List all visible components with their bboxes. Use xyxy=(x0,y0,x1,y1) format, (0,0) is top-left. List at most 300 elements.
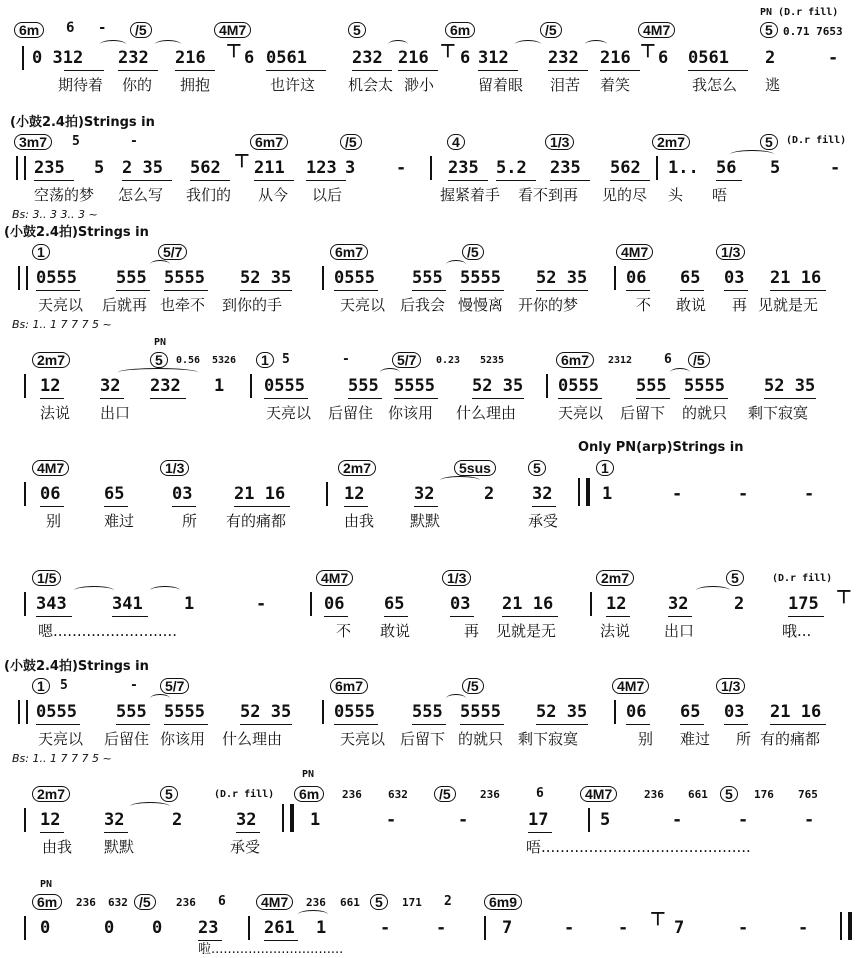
note-group: 341 xyxy=(112,594,143,614)
note-group: 52 35 xyxy=(472,376,524,396)
barline xyxy=(24,808,26,832)
lyric: 承受 xyxy=(230,838,261,856)
note-group: 3 xyxy=(345,158,356,178)
note-group: 32 xyxy=(236,810,257,830)
top-mark: - xyxy=(98,20,107,36)
lyric: 握紧着手 xyxy=(440,186,501,204)
final-barline xyxy=(840,912,852,940)
fill-notes: 2312 xyxy=(608,355,633,366)
note-group: 235 xyxy=(448,158,479,178)
chord-label: /5 xyxy=(462,678,484,694)
note-group: 06 xyxy=(626,702,647,722)
note-group: 5555 xyxy=(394,376,435,396)
fill-notes: 661 xyxy=(340,896,360,909)
lyric: 天亮以 xyxy=(266,404,312,422)
note-group: 03 xyxy=(724,702,745,722)
chord-label: 4M7 xyxy=(214,22,251,38)
chord-label: 2m7 xyxy=(338,460,376,476)
note-group: 175 xyxy=(788,594,819,614)
chord-label: /5 xyxy=(462,244,484,260)
lyric: 泪苦 xyxy=(550,76,581,94)
lyric: 唔............................................ xyxy=(526,838,751,856)
note-group: 216 xyxy=(600,48,631,68)
note-group: 0 xyxy=(152,918,163,938)
chord-label: 5 xyxy=(720,786,738,802)
chord-label: 5/7 xyxy=(160,678,189,694)
note-group: 216 xyxy=(175,48,206,68)
note-group: 6 xyxy=(658,48,669,68)
fermata-bar: ⊤ xyxy=(440,41,456,61)
lyric: 见的尽 xyxy=(602,186,648,204)
lyric: 敢说 xyxy=(676,296,707,314)
note-group: 211 xyxy=(254,158,285,178)
lyric: 别 xyxy=(638,730,654,748)
fill-notes: 236 xyxy=(644,788,664,801)
chord-label: 4M7 xyxy=(316,570,353,586)
chord-label: 4 xyxy=(447,134,465,150)
note-group: 555 xyxy=(116,702,147,722)
chord-label: 5 xyxy=(760,22,778,38)
note-group: 65 xyxy=(680,268,701,288)
note-group: 2 xyxy=(484,484,495,504)
chord-label: 1/3 xyxy=(545,134,574,150)
lyric: 剩下寂寞 xyxy=(518,730,579,748)
chord-label: 5 xyxy=(160,786,178,802)
note-group: 2 xyxy=(734,594,745,614)
top-mark: - xyxy=(130,134,138,149)
lyric: 后我会 xyxy=(400,296,446,314)
lyric: 有的痛都 xyxy=(226,512,287,530)
note-group: - xyxy=(830,158,841,178)
chord-label: 6m xyxy=(294,786,324,802)
lyric: 你该用 xyxy=(160,730,206,748)
note-group: - xyxy=(804,484,815,504)
chord-label: 5sus xyxy=(454,460,496,476)
fermata-bar: ⊤ xyxy=(836,587,852,607)
note-group: 555 xyxy=(348,376,379,396)
fill-notes: 236 xyxy=(176,896,196,909)
barline xyxy=(250,374,252,398)
chord-label: 6m xyxy=(445,22,475,38)
lyric: 你的 xyxy=(122,76,153,94)
lyric: 所 xyxy=(736,730,752,748)
note-group: - xyxy=(804,810,815,830)
double-barline xyxy=(18,266,28,290)
lyric: 空荡的梦 xyxy=(34,186,95,204)
bass-line: Bs: 3.. 3 3.. 3 ~ xyxy=(12,208,98,221)
fill-notes: 171 xyxy=(402,896,422,909)
top-mark: 6 xyxy=(66,20,75,36)
chord-label: 4M7 xyxy=(32,460,69,476)
note-group: 56 xyxy=(716,158,737,178)
lyric: 法说 xyxy=(40,404,71,422)
fill-mark: (D.r fill) xyxy=(772,573,833,584)
chord-label: 1 xyxy=(596,460,614,476)
lyric: 从今 xyxy=(258,186,289,204)
note-group: 03 xyxy=(724,268,745,288)
chord-label: 5/7 xyxy=(158,244,187,260)
chord-label: 4M7 xyxy=(616,244,653,260)
lyric: 哦... xyxy=(782,622,812,640)
barline xyxy=(322,700,324,724)
fill-notes: 0.56 xyxy=(176,355,201,366)
lyric: 后留下 xyxy=(400,730,446,748)
lyric: 天亮以 xyxy=(558,404,604,422)
fill-notes: 236 xyxy=(342,788,362,801)
lyric: 由我 xyxy=(42,838,73,856)
fill-notes: 236 xyxy=(76,896,96,909)
lyric: 难过 xyxy=(680,730,711,748)
note-group: 312 xyxy=(478,48,509,68)
note-group: 7 xyxy=(674,918,685,938)
lyric: 难过 xyxy=(104,512,135,530)
pn-mark: PN xyxy=(154,337,167,348)
note-group: 555 xyxy=(636,376,667,396)
note-group: 12 xyxy=(40,810,61,830)
chord-label: 4M7 xyxy=(580,786,617,802)
fermata-double-barline xyxy=(578,478,590,506)
barline xyxy=(614,266,616,290)
lyric: 别 xyxy=(46,512,62,530)
note-group: 12 xyxy=(40,376,61,396)
lyric: 看不到再 xyxy=(518,186,579,204)
note-group: 21 16 xyxy=(502,594,554,614)
note-group: 03 xyxy=(172,484,193,504)
lyric: 默默 xyxy=(410,512,441,530)
note-group: 0555 xyxy=(264,376,305,396)
lyric: 见就是无 xyxy=(496,622,557,640)
note-group: 261 xyxy=(264,918,295,938)
note-group: - xyxy=(672,484,683,504)
lyric: 逃 xyxy=(765,76,781,94)
lyric: 期待着 xyxy=(58,76,104,94)
chord-label: 5 xyxy=(150,352,168,368)
note-group: - xyxy=(798,918,809,938)
note-group: 232 xyxy=(118,48,149,68)
barline xyxy=(24,482,26,506)
lyric: 承受 xyxy=(528,512,559,530)
fill-notes: 632 xyxy=(108,896,128,909)
chord-label: 1/5 xyxy=(32,570,61,586)
top-mark: 2 xyxy=(444,894,452,909)
lyric: 留着眼 xyxy=(478,76,524,94)
lyric: 我们的 xyxy=(186,186,232,204)
barline xyxy=(24,916,26,940)
lyric: 法说 xyxy=(600,622,631,640)
note-group: 1 xyxy=(316,918,327,938)
note-group: - xyxy=(672,810,683,830)
fill-notes: 0.23 xyxy=(436,355,461,366)
lyric: 什么理由 xyxy=(456,404,517,422)
lyric: 也牵不 xyxy=(160,296,206,314)
lyric: 由我 xyxy=(344,512,375,530)
chord-label: 4M7 xyxy=(638,22,675,38)
barline xyxy=(430,156,432,180)
top-mark: - xyxy=(342,352,350,367)
lyric: 以后 xyxy=(312,186,343,204)
lyric: 的就只 xyxy=(682,404,728,422)
fermata-bar: ⊤ xyxy=(226,41,242,61)
lyric: 不 xyxy=(336,622,352,640)
note-group: 0555 xyxy=(36,702,77,722)
note-group: 65 xyxy=(104,484,125,504)
barline xyxy=(248,916,250,940)
chord-label: 5 xyxy=(348,22,366,38)
note-group: 1 xyxy=(310,810,321,830)
note-group: 235 xyxy=(34,158,65,178)
note-group: 52 35 xyxy=(536,702,588,722)
note-group: 32 xyxy=(100,376,121,396)
double-barline xyxy=(16,156,26,180)
barline xyxy=(484,916,486,940)
fermata-bar: ⊤ xyxy=(234,151,250,171)
note-group: 21 16 xyxy=(770,702,822,722)
fermata-double-barline xyxy=(282,804,294,832)
lyric: 着笑 xyxy=(600,76,631,94)
lyric: 唔 xyxy=(712,186,728,204)
note-group: 5 xyxy=(600,810,611,830)
note-group: 562 xyxy=(610,158,641,178)
chord-label: 2m7 xyxy=(596,570,634,586)
note-group: 555 xyxy=(116,268,147,288)
note-group: 216 xyxy=(398,48,429,68)
chord-label: 6m xyxy=(14,22,44,38)
barline xyxy=(614,700,616,724)
chord-label: 1/3 xyxy=(442,570,471,586)
chord-label: 5 xyxy=(528,460,546,476)
note-group: 0555 xyxy=(334,702,375,722)
top-mark: - xyxy=(130,678,138,693)
barline xyxy=(22,46,24,70)
lyric: 渺小 xyxy=(404,76,435,94)
top-mark: 6 xyxy=(664,352,672,367)
lyric: 天亮以 xyxy=(340,730,386,748)
note-group: 5555 xyxy=(164,268,205,288)
note-group: - xyxy=(380,918,391,938)
chord-label: /5 xyxy=(434,786,456,802)
note-group: 2 xyxy=(765,48,776,68)
top-mark: 5 xyxy=(72,134,80,149)
note-group: 0561 xyxy=(266,48,307,68)
chord-label: 5/7 xyxy=(392,352,421,368)
note-group: - xyxy=(564,918,575,938)
lyric: 再 xyxy=(464,622,480,640)
chord-label: /5 xyxy=(130,22,152,38)
note-group: 65 xyxy=(384,594,405,614)
chord-label: 6m7 xyxy=(330,678,368,694)
note-group: 5 xyxy=(94,158,105,178)
lyric: 到你的手 xyxy=(222,296,283,314)
fill-notes: 632 xyxy=(388,788,408,801)
note-group: 65 xyxy=(680,702,701,722)
lyric: 见就是无 xyxy=(758,296,819,314)
note-group: 232 xyxy=(548,48,579,68)
note-group: 5555 xyxy=(460,268,501,288)
note-group: 21 16 xyxy=(770,268,822,288)
chord-label: 6m xyxy=(32,894,62,910)
lyric: 怎么写 xyxy=(118,186,164,204)
chord-label: 6m7 xyxy=(250,134,288,150)
note-group: - xyxy=(738,810,749,830)
chord-label: 3m7 xyxy=(14,134,52,150)
lyric: 天亮以 xyxy=(38,296,84,314)
note-group: 0555 xyxy=(36,268,77,288)
fill-notes: 236 xyxy=(480,788,500,801)
instruction: (小鼓2.4拍)Strings in xyxy=(4,225,149,240)
lyric: 后留下 xyxy=(620,404,666,422)
chord-label: 1/3 xyxy=(160,460,189,476)
note-group: 555 xyxy=(412,268,443,288)
note-group: 5.2 xyxy=(496,158,527,178)
chord-label: 5 xyxy=(370,894,388,910)
top-mark: 6 xyxy=(536,786,544,801)
chord-label: 1/3 xyxy=(716,678,745,694)
note-group: 232 xyxy=(352,48,383,68)
instruction: Only PN(arp)Strings in xyxy=(578,440,744,455)
lyric: 后留住 xyxy=(104,730,150,748)
fermata-bar: ⊤ xyxy=(640,41,656,61)
note-group: - xyxy=(738,484,749,504)
lyric: 出口 xyxy=(100,404,131,422)
note-group: - xyxy=(256,594,267,614)
note-group: 5 xyxy=(770,158,781,178)
note-group: 562 xyxy=(190,158,221,178)
barline xyxy=(590,592,592,616)
chord-label: 1 xyxy=(256,352,274,368)
chord-label: 2m7 xyxy=(32,786,70,802)
lyric: 默默 xyxy=(104,838,135,856)
note-group: 1 xyxy=(602,484,613,504)
note-group: 06 xyxy=(40,484,61,504)
chord-label: 2m7 xyxy=(652,134,690,150)
note-group: 6 xyxy=(460,48,471,68)
lyric: 头 xyxy=(668,186,684,204)
note-group: 52 35 xyxy=(764,376,816,396)
bass-line: Bs: 1.. 1 7 7 7 5 ~ xyxy=(12,318,112,331)
note-group: 1.. xyxy=(668,158,699,178)
lyric: 我怎么 xyxy=(692,76,738,94)
chord-label: /5 xyxy=(688,352,710,368)
note-group: 123 xyxy=(306,158,337,178)
note-group: 7 xyxy=(502,918,513,938)
chord-label: 6m7 xyxy=(330,244,368,260)
fill-mark: PN (D.r fill) xyxy=(760,7,839,18)
barline xyxy=(322,266,324,290)
lyric: 后留住 xyxy=(328,404,374,422)
lyric: 有的痛都 xyxy=(760,730,821,748)
barline xyxy=(588,808,590,832)
barline xyxy=(24,374,26,398)
lyric: 天亮以 xyxy=(340,296,386,314)
note-group: - xyxy=(386,810,397,830)
fill-mark: (D.r fill) xyxy=(214,789,275,800)
note-group: 0 xyxy=(40,918,51,938)
chord-label: 1 xyxy=(32,678,50,694)
chord-label: 4M7 xyxy=(256,894,293,910)
fill-mark: (D.r fill) xyxy=(786,135,847,146)
fermata-bar: ⊤ xyxy=(650,909,666,929)
lyric: 拥抱 xyxy=(180,76,211,94)
note-group: 1 xyxy=(184,594,195,614)
lyric: 什么理由 xyxy=(222,730,283,748)
lyric: 出口 xyxy=(664,622,695,640)
top-mark: 5 xyxy=(282,352,290,367)
lyric: 再 xyxy=(732,296,748,314)
note-group: 0 312 xyxy=(32,48,84,68)
note-group: 32 xyxy=(414,484,435,504)
note-group: 32 xyxy=(532,484,553,504)
barline xyxy=(326,482,328,506)
note-group: 06 xyxy=(324,594,345,614)
chord-label: 1 xyxy=(32,244,50,260)
fill-notes: 661 xyxy=(688,788,708,801)
lyric: 的就只 xyxy=(458,730,504,748)
note-group: - xyxy=(828,48,839,68)
note-group: - xyxy=(618,918,629,938)
note-group: 232 xyxy=(150,376,181,396)
chord-label: 2m7 xyxy=(32,352,70,368)
fill-notes: 5235 xyxy=(480,355,505,366)
barline xyxy=(656,156,658,180)
note-group: 235 xyxy=(550,158,581,178)
note-group: 03 xyxy=(450,594,471,614)
lyric: 天亮以 xyxy=(38,730,84,748)
chord-label: 5 xyxy=(726,570,744,586)
note-group: 0555 xyxy=(558,376,599,396)
note-group: 52 35 xyxy=(536,268,588,288)
note-group: 06 xyxy=(626,268,647,288)
chord-label: 6m9 xyxy=(484,894,522,910)
lyric: 嗯.......................... xyxy=(38,622,177,640)
barline xyxy=(24,592,26,616)
note-group: - xyxy=(458,810,469,830)
note-group: 0 xyxy=(104,918,115,938)
lyric: 慢慢离 xyxy=(458,296,504,314)
chord-label: 6m7 xyxy=(556,352,594,368)
note-group: 23 xyxy=(198,918,219,938)
note-group: 12 xyxy=(606,594,627,614)
fill-notes: 0.71 7653 xyxy=(783,25,843,38)
note-group: - xyxy=(396,158,407,178)
double-barline xyxy=(18,700,28,724)
top-mark: 6 xyxy=(218,894,226,909)
note-group: 5555 xyxy=(684,376,725,396)
note-group: 2 35 xyxy=(122,158,163,178)
lyric: 机会太 xyxy=(348,76,394,94)
note-group: 17 xyxy=(528,810,549,830)
chord-label: /5 xyxy=(540,22,562,38)
fill-notes: 176 xyxy=(754,788,774,801)
fill-notes: 236 xyxy=(306,896,326,909)
note-group: 32 xyxy=(668,594,689,614)
note-group: 52 35 xyxy=(240,268,292,288)
lyric: 剩下寂寞 xyxy=(748,404,809,422)
barline xyxy=(310,592,312,616)
note-group: 6 xyxy=(244,48,255,68)
chord-label: /5 xyxy=(340,134,362,150)
note-group: 1 xyxy=(214,376,225,396)
lyric: 开你的梦 xyxy=(518,296,579,314)
lyric: 所 xyxy=(182,512,198,530)
note-group: 555 xyxy=(412,702,443,722)
note-group: - xyxy=(738,918,749,938)
chord-label: /5 xyxy=(134,894,156,910)
lyric: 敢说 xyxy=(380,622,411,640)
note-group: 2 xyxy=(172,810,183,830)
chord-label: 4M7 xyxy=(612,678,649,694)
pn-mark: PN xyxy=(40,879,53,890)
note-group: - xyxy=(436,918,447,938)
